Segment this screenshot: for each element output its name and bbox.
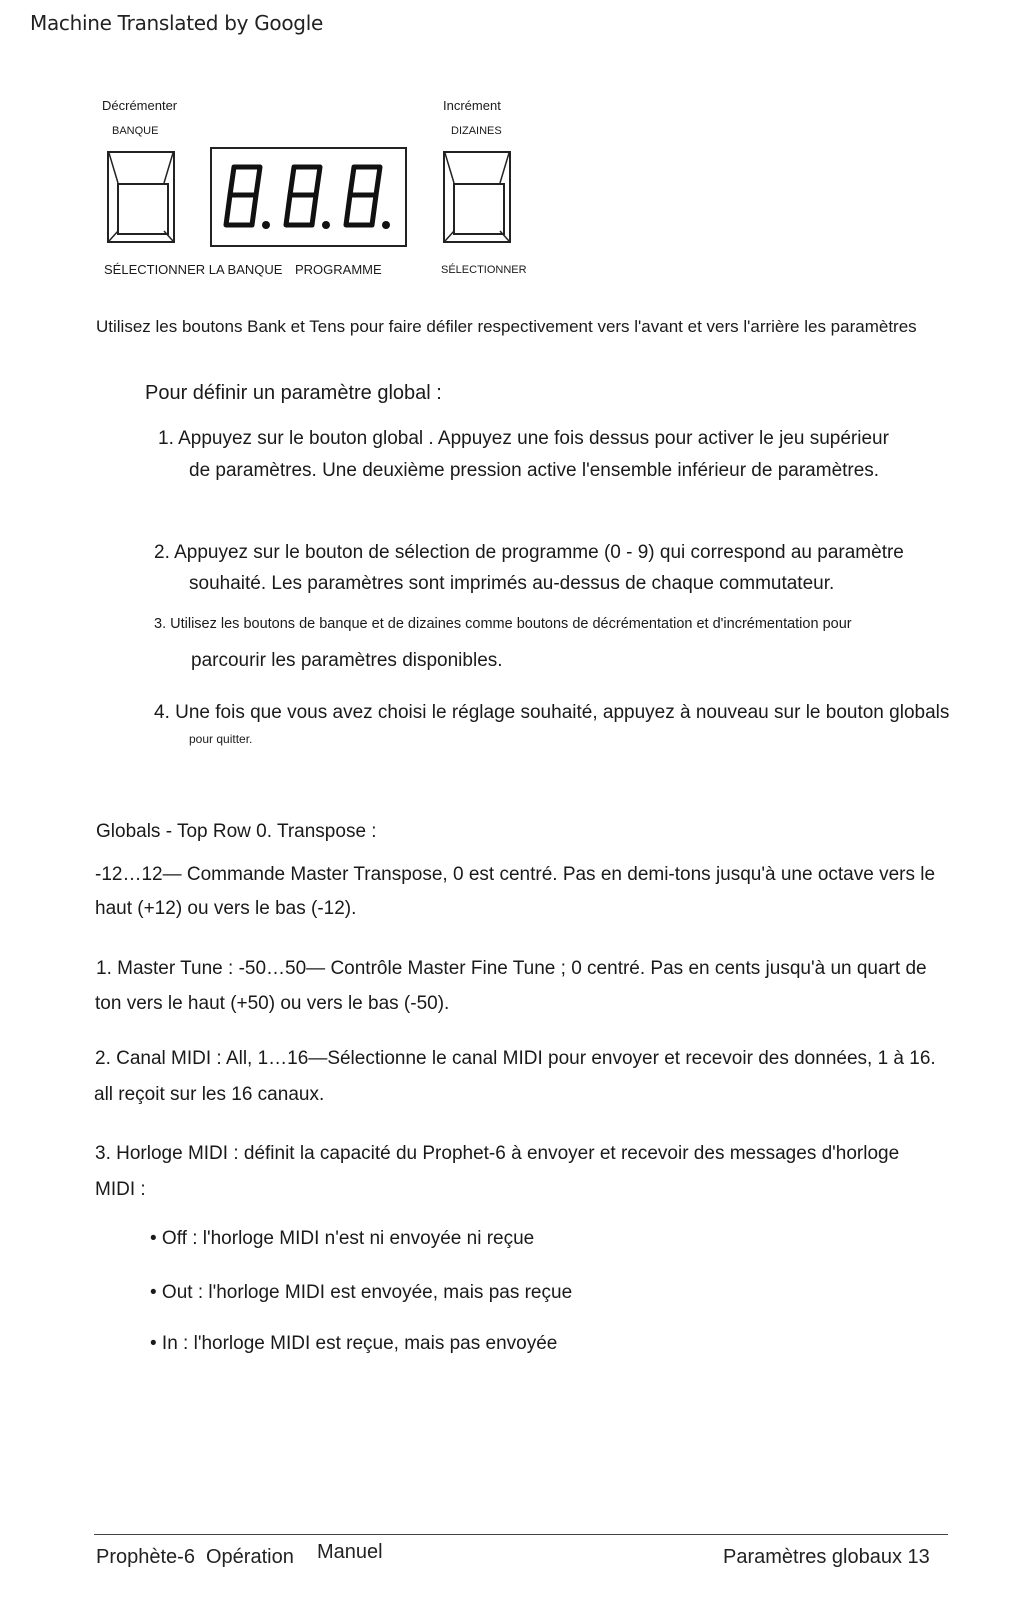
globals-heading: Globals - Top Row 0. Transpose : (96, 821, 377, 842)
param-midi-clock-line-2: MIDI : (95, 1179, 146, 1200)
tens-button-illustration (443, 151, 511, 243)
bullet-in: • In : l'horloge MIDI est reçue, mais pas envoyée (150, 1333, 558, 1354)
footer-operation: Opération (206, 1546, 294, 1568)
param-midi-channel-line-1: 2. Canal MIDI : All, 1…16—Sélectionne le canal MIDI pour envoyer et recevoir des données, 1 à 16. (95, 1048, 936, 1069)
bank-button-illustration (107, 151, 175, 243)
led-display (210, 147, 407, 247)
machine-translation-banner: Machine Translated by Google (30, 11, 323, 35)
select-label: SÉLECTIONNER (441, 264, 527, 276)
decrement-label: Décrémenter (102, 98, 178, 113)
step-3-line-2: parcourir les paramètres disponibles. (191, 650, 503, 671)
bank-label: BANQUE (112, 125, 159, 137)
step-2-line-2: souhaité. Les paramètres sont imprimés au-dessus de chaque commutateur. (189, 573, 835, 594)
bullet-off: • Off : l'horloge MIDI n'est ni envoyée ni reçue (150, 1228, 535, 1249)
footer-product: Prophète-6 (96, 1546, 195, 1568)
param-midi-channel-line-2: all reçoit sur les 16 canaux. (94, 1084, 325, 1105)
howto-title: Pour définir un paramètre global : (145, 382, 442, 404)
param-master-tune-line-1: 1. Master Tune : -50…50— Contrôle Master Fine Tune ; 0 centré. Pas en cents jusqu'à un quart de (96, 958, 927, 979)
footer-manual: Manuel (317, 1541, 383, 1563)
program-label: PROGRAMME (295, 262, 382, 277)
seven-segment-digits-icon (212, 149, 405, 245)
step-3-line-1: 3. Utilisez les boutons de banque et de dizaines comme boutons de décrémentation et d'incrémentation pour (154, 616, 852, 632)
step-4-line-2: pour quitter. (189, 732, 253, 746)
param-transpose-line-1: -12…12— Commande Master Transpose, 0 est centré. Pas en demi-tons jusqu'à une octave vers le (95, 864, 936, 885)
intro-text: Utilisez les boutons Bank et Tens pour faire défiler respectivement vers l'avant et vers l'arrière les paramètres (96, 317, 917, 336)
footer-section-page: Paramètres globaux 13 (723, 1546, 930, 1568)
step-1-line-2: de paramètres. Une deuxième pression active l'ensemble inférieur de paramètres. (189, 460, 880, 481)
param-transpose-line-2: haut (+12) ou vers le bas (-12). (95, 898, 357, 919)
footer-rule (94, 1534, 948, 1535)
step-4-line-1: 4. Une fois que vous avez choisi le réglage souhaité, appuyez à nouveau sur le bouton globals (154, 702, 950, 723)
select-bank-label: SÉLECTIONNER LA BANQUE (104, 262, 283, 277)
param-midi-clock-line-1: 3. Horloge MIDI : définit la capacité du Prophet-6 à envoyer et recevoir des messages d'horloge (95, 1143, 900, 1164)
tens-label: DIZAINES (451, 125, 502, 137)
increment-label: Incrément (443, 98, 501, 113)
param-master-tune-line-2: ton vers le haut (+50) ou vers le bas (-50). (95, 993, 450, 1014)
step-2-line-1: 2. Appuyez sur le bouton de sélection de programme (0 - 9) qui correspond au paramètre (154, 542, 904, 563)
step-1-line-1: 1. Appuyez sur le bouton global . Appuyez une fois dessus pour activer le jeu supérieur (158, 428, 889, 449)
bullet-out: • Out : l'horloge MIDI est envoyée, mais pas reçue (150, 1282, 573, 1303)
